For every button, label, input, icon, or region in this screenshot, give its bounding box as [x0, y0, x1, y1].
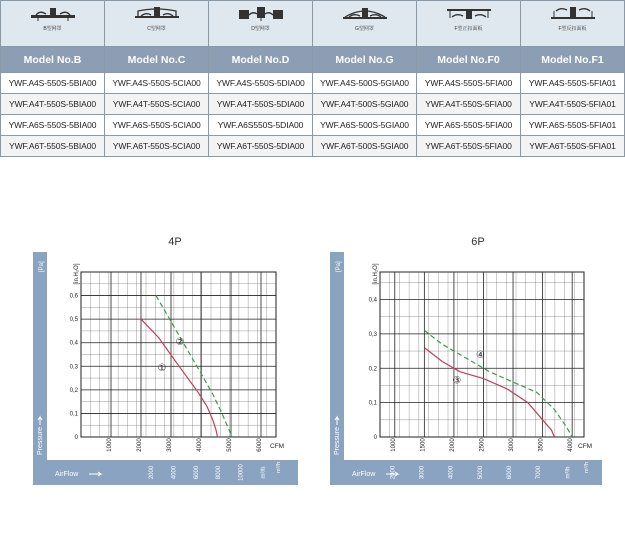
- chart-6p: [330, 252, 602, 485]
- chart-4p-title: 4P: [168, 236, 182, 248]
- table-row: [1, 94, 625, 115]
- y-right-tick-label: 0,5: [69, 317, 78, 324]
- fan-curve-chart-4p: [33, 252, 298, 485]
- x-top-tick-label: 2000: [449, 438, 456, 452]
- model-cell: YWF.A6S-550S-5CIA00: [105, 115, 209, 136]
- icon-cell-d: [209, 1, 313, 47]
- y-right-tick-label: 0,3: [69, 364, 78, 371]
- cfm-unit-label: CFM: [578, 443, 593, 450]
- header-model-f0: Model No.F0: [417, 47, 521, 73]
- g-type-fan-guard-icon: [340, 6, 390, 22]
- y-right-tick-label: 0,1: [69, 411, 78, 418]
- icon-cell-c: [105, 1, 209, 47]
- x-top-tick-label: 6000: [257, 438, 263, 452]
- y-left-tick-label: 160: [51, 284, 62, 291]
- f-type-mount-plate-icon: [444, 6, 494, 22]
- y-left-tick-label: 120: [348, 284, 359, 291]
- model-cell: YWF.A4S-550S-5BIA00: [1, 73, 105, 94]
- d-type-fan-guard-icon: [236, 6, 286, 22]
- y-left-tick-label: 120: [51, 321, 62, 329]
- model-cell: YWF.A4T-500S-5GIA00: [313, 94, 417, 115]
- y-right-tick-label: 0,2: [69, 387, 78, 394]
- f-type-reverse-plate-icon: [548, 6, 598, 22]
- y-left-tick-label: 40: [51, 396, 59, 404]
- model-cell: YWF.A6S-550S-5BIA00: [1, 115, 105, 136]
- x-top-tick-label: 2500: [479, 438, 486, 452]
- x-bottom-tick-label: 6000: [507, 465, 514, 480]
- b-type-fan-guard-icon: [28, 6, 78, 22]
- model-cell: YWF.A4T-550S-5FIA00: [417, 94, 521, 115]
- c-type-fan-guard-icon: [132, 6, 182, 22]
- x-bottom-tick-label: 6000: [193, 465, 200, 480]
- fan-type-icon-row: [1, 1, 625, 47]
- x-top-tick-label: 1000: [107, 438, 113, 452]
- icon-cell-f1: [521, 1, 625, 47]
- model-cell: YWF.A4T-550S-5CIA00: [105, 94, 209, 115]
- model-cell: YWF.A6T-550S-5CIA00: [105, 136, 209, 157]
- model-cell: YWF.A6T-500S-5GIA00: [313, 136, 417, 157]
- y-right-tick-label: 0: [74, 435, 78, 441]
- airflow-axis-label: AirFlow: [352, 471, 376, 478]
- x-bottom-tick-label: 2000: [390, 465, 397, 480]
- y-right-tick-label: 0,1: [368, 400, 377, 407]
- x-bottom-tick-label: 8000: [216, 465, 223, 480]
- header-model-b: Model No.B: [1, 47, 105, 73]
- curve-number-label: ②: [175, 337, 185, 349]
- x-top-tick-label: 1000: [390, 438, 397, 452]
- x-top-tick-label: 3000: [509, 438, 516, 452]
- table-row: [1, 136, 625, 157]
- y-left-tick-label: 30: [348, 396, 356, 404]
- pressure-axis-label: Pressure: [334, 426, 341, 455]
- x-bottom-tick-label: m³/h: [260, 466, 267, 479]
- pa-unit-label: [Pa]: [39, 261, 45, 272]
- y-right-tick-label: 0,3: [368, 331, 377, 338]
- model-cell: YWF.A6S-550S-5FIA00: [417, 115, 521, 136]
- x-bottom-tick-label: 4000: [171, 465, 178, 480]
- model-cell: YWF.A4T-550S-5FIA01: [521, 94, 625, 115]
- model-cell: YWF.A4S-550S-5DIA00: [209, 73, 313, 94]
- y-right-tick-label: 0,4: [368, 297, 377, 304]
- chart-6p-title: 6P: [471, 236, 485, 248]
- pa-unit-label: [Pa]: [336, 261, 342, 272]
- model-cell: YWF.A4T-550S-5BIA00: [1, 94, 105, 115]
- x-bottom-tick-label: 3000: [419, 465, 426, 480]
- icon-label-d: D型网罩: [251, 26, 270, 32]
- x-top-tick-label: 5000: [227, 438, 233, 452]
- model-cell: YWF.A4S-550S-5FIA01: [521, 73, 625, 94]
- header-model-d: Model No.D: [209, 47, 313, 73]
- icon-cell-g: [313, 1, 417, 47]
- header-model-f1: Model No.F1: [521, 47, 625, 73]
- header-model-g: Model No.G: [313, 47, 417, 73]
- y-left-tick-label: 90: [348, 321, 356, 329]
- icon-cell-b: [1, 1, 105, 47]
- model-header-row: [1, 47, 625, 73]
- table-row: [1, 115, 625, 136]
- icon-label-c: C型网罩: [147, 26, 166, 32]
- x-bottom-tick-label: 7000: [536, 465, 543, 480]
- model-cell: YWF.A4S-500S-5GIA00: [313, 73, 417, 94]
- icon-label-f1: F型反扣面板: [558, 26, 587, 32]
- inh2o-unit-label: [in.H₂O]: [373, 263, 379, 285]
- x-bottom-tick-label: 10000: [238, 464, 245, 481]
- model-cell: YWF.A6S-550S-5FIA01: [521, 115, 625, 136]
- icon-label-b: B型网罩: [43, 26, 62, 32]
- x-top-tick-label: 3000: [167, 438, 173, 452]
- pressure-axis-label: Pressure: [37, 426, 44, 455]
- x-top-tick-label: 4000: [197, 438, 203, 452]
- x-top-tick-label: 1500: [420, 438, 427, 452]
- inh2o-unit-label: [in.H₂O]: [74, 263, 80, 285]
- model-cell: YWF.A6S-500S-5GIA00: [313, 115, 417, 136]
- model-cell: YWF.A4S-550S-5FIA00: [417, 73, 521, 94]
- m3h-unit-label: m³/h: [584, 462, 590, 473]
- cfm-unit-label: CFM: [270, 443, 285, 450]
- y-right-tick-label: 0,4: [69, 340, 78, 347]
- y-right-tick-label: 0,2: [368, 366, 377, 373]
- x-bottom-tick-label: m³/h: [565, 466, 572, 479]
- icon-cell-f0: [417, 1, 521, 47]
- model-cell: YWF.A6T-550S-5DIA00: [209, 136, 313, 157]
- header-model-c: Model No.C: [105, 47, 209, 73]
- model-number-table: [0, 0, 625, 157]
- model-cell: YWF.A6T-550S-5FIA00: [417, 136, 521, 157]
- chart-4p: [33, 252, 298, 485]
- curve-number-label: ①: [157, 363, 167, 374]
- x-top-tick-label: 4000: [568, 438, 575, 452]
- x-bottom-tick-label: 5000: [477, 465, 484, 480]
- icon-label-g: G型网罩: [355, 26, 374, 32]
- table-row: [1, 73, 625, 94]
- x-top-tick-label: 3500: [538, 438, 545, 452]
- model-cell: YWF.A4T-550S-5DIA00: [209, 94, 313, 115]
- model-cell: YWF.A4S-550S-5CIA00: [105, 73, 209, 94]
- curve-number-label: ④: [476, 349, 486, 361]
- y-right-tick-label: 0,6: [69, 293, 78, 300]
- x-top-tick-label: 2000: [137, 438, 143, 452]
- model-cell: YWF.A6T-550S-5FIA01: [521, 136, 625, 157]
- x-bottom-tick-label: 2000: [149, 465, 156, 480]
- y-left-tick-label: 80: [51, 359, 59, 366]
- curve-number-label: ③: [452, 375, 462, 387]
- m3h-unit-label: m³/h: [276, 462, 282, 473]
- model-cell: YWF.A6T-550S-5BIA00: [1, 136, 105, 157]
- fan-curve-chart-6p: [330, 252, 602, 485]
- airflow-axis-label: AirFlow: [55, 471, 79, 478]
- y-right-tick-label: 0: [373, 435, 377, 441]
- y-left-tick-label: 60: [348, 359, 356, 366]
- icon-label-f0: F型正扣面板: [454, 26, 483, 32]
- x-bottom-tick-label: 4000: [448, 465, 455, 480]
- model-cell: YWF.A6S550S-5DIA00: [209, 115, 313, 136]
